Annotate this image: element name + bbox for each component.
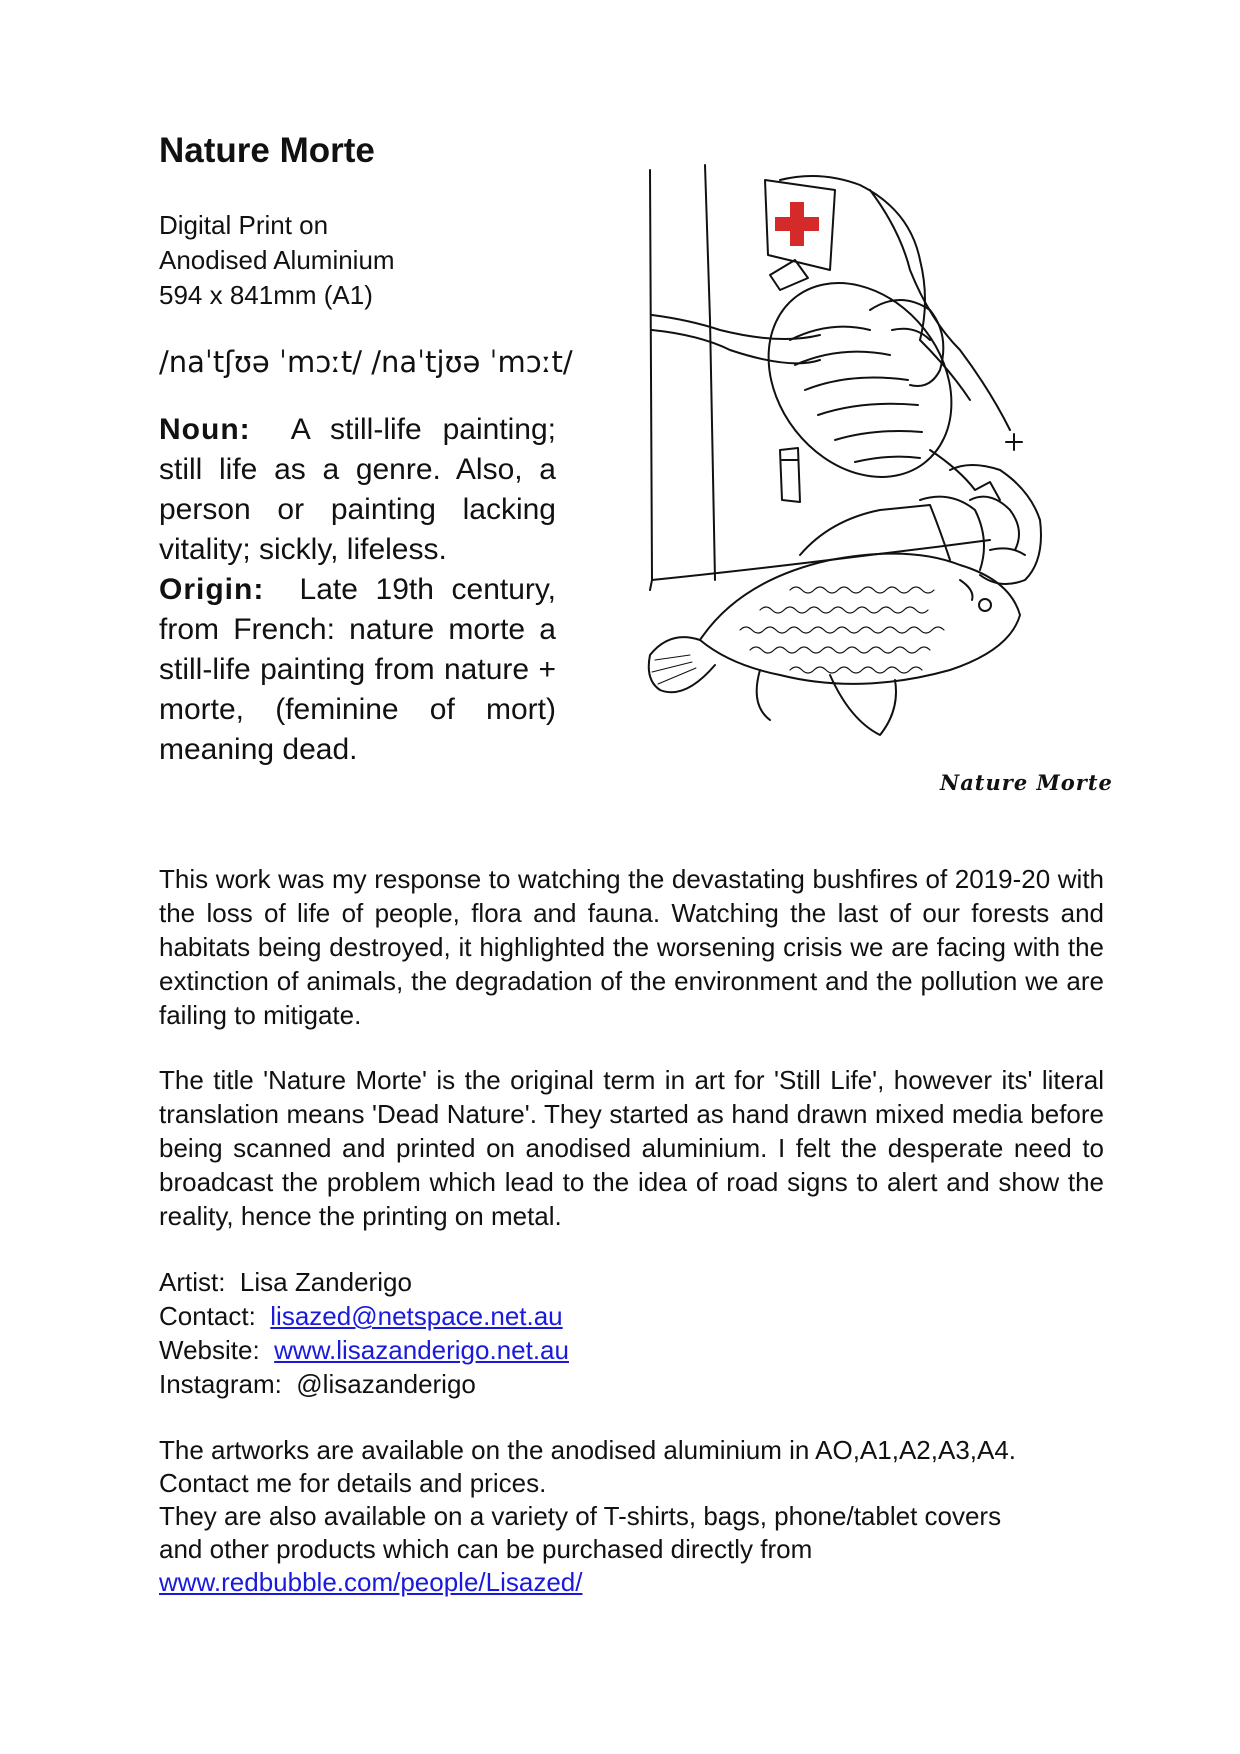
artwork-signature: Nature Morte [940, 770, 1113, 795]
red-cross-icon [775, 202, 819, 246]
availability-info [159, 1434, 1109, 1599]
instagram-line [159, 1367, 569, 1401]
website-line [159, 1333, 569, 1367]
noun-text: A still-life painting; still life as a genre. Also, a person or painting lacking vitality; sickly, lifeless. [159, 413, 556, 566]
origin-text: Late 19th century, from French: nature morte a still-life painting from nature + morte, (feminine of mort) meaning dead. [159, 573, 556, 766]
artist-label: Artist: [159, 1267, 226, 1297]
availability-line: They are also available on a variety of T-shirts, bags, phone/tablet covers [159, 1501, 1002, 1531]
email-link[interactable]: lisazed@netspace.net.au [270, 1301, 563, 1331]
website-link[interactable]: www.lisazanderigo.net.au [274, 1335, 569, 1365]
shop-link[interactable]: www.redbubble.com/people/Lisazed/ [159, 1567, 583, 1597]
availability-line: and other products which can be purchased directly from [159, 1534, 813, 1564]
availability-line: Contact me for details and prices. [159, 1468, 547, 1498]
contact-label: Contact: [159, 1301, 256, 1331]
origin-label: Origin: [159, 573, 265, 606]
page-title: Nature Morte [159, 131, 375, 170]
artwork-illustration [630, 160, 1110, 800]
contact-details [159, 1265, 569, 1401]
artwork-medium [159, 208, 395, 313]
availability-line: The artworks are available on the anodised aluminium in AO,A1,A2,A3,A4. [159, 1435, 1017, 1465]
resuscitator-bag-icon [731, 247, 1041, 584]
medium-line: Digital Print on [159, 210, 329, 240]
dimensions-line: 594 x 841mm (A1) [159, 280, 373, 310]
artist-name: Lisa Zanderigo [239, 1267, 412, 1297]
website-label: Website: [159, 1335, 260, 1365]
medium-line: Anodised Aluminium [159, 245, 395, 275]
paramedic-figure [650, 165, 1010, 590]
fish-illustration [649, 505, 1020, 735]
artist-line [159, 1265, 569, 1299]
instagram-label: Instagram: [159, 1369, 282, 1399]
contact-line [159, 1299, 569, 1333]
noun-label: Noun: [159, 413, 251, 446]
definition-block [159, 410, 556, 770]
statement-paragraph-1: This work was my response to watching the devastating bushfires of 2019-20 with the loss of life of people, flora and fauna. Watching the last of our forests and habitats being destroyed, it highlighted the worsening crisis we are facing with the extinction of animals, the degradation of the environment and the pollution we are failing to mitigate. [159, 864, 1104, 1030]
pronunciation: /naˈtʃʊə ˈmɔːt/ /naˈtjʊə ˈmɔːt/ [159, 345, 573, 379]
instagram-handle: @lisazanderigo [296, 1369, 476, 1399]
statement-paragraph-2: The title 'Nature Morte' is the original term in art for 'Still Life', however its' literal translation means 'Dead Nature'. They started as hand drawn mixed media before being scanned and printed on anodised aluminium. I felt the desperate need to broadcast the problem which lead to the idea of road signs to alert and show the reality, hence the printing on metal. [159, 1065, 1104, 1231]
